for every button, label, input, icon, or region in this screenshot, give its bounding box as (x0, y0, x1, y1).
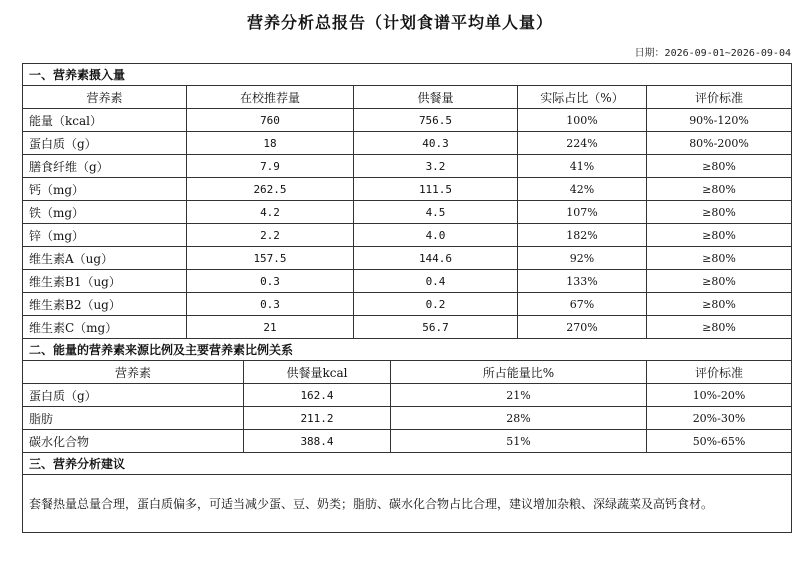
table-cell: 42% (518, 178, 647, 201)
table-cell: 760 (187, 109, 354, 132)
nutrient-name: 钙（mg） (23, 178, 187, 201)
table-cell: ≥80% (647, 155, 792, 178)
section-2-header: 供餐量kcal (244, 361, 391, 384)
section-1-row (23, 224, 792, 247)
table-cell: 0.3 (187, 270, 354, 293)
table-cell: 182% (518, 224, 647, 247)
section-1-row (23, 155, 792, 178)
table-cell: 21% (391, 384, 647, 407)
table-cell: 4.0 (354, 224, 518, 247)
nutrient-name: 维生素C（mg） (23, 316, 187, 339)
section-1-row (23, 293, 792, 316)
table-cell: 100% (518, 109, 647, 132)
section-1-title: 一、营养素摄入量 (23, 64, 792, 86)
table-cell: 270% (518, 316, 647, 339)
section-2-row (23, 407, 792, 430)
table-cell: ≥80% (647, 201, 792, 224)
table-cell: 0.3 (187, 293, 354, 316)
nutrient-name: 锌（mg） (23, 224, 187, 247)
nutrient-name: 膳食纤维（g） (23, 155, 187, 178)
section-3-title-row (23, 453, 792, 475)
table-cell: 0.2 (354, 293, 518, 316)
table-cell: 756.5 (354, 109, 518, 132)
table-cell: 67% (518, 293, 647, 316)
section-1-header-row (23, 86, 792, 109)
table-cell: 224% (518, 132, 647, 155)
section-2-header: 营养素 (23, 361, 244, 384)
table-cell: 28% (391, 407, 647, 430)
table-cell: 144.6 (354, 247, 518, 270)
section-1-header: 实际占比（%） (518, 86, 647, 109)
section-2-row (23, 384, 792, 407)
table-cell: 18 (187, 132, 354, 155)
table-cell: 56.7 (354, 316, 518, 339)
nutrient-name: 碳水化合物 (23, 430, 244, 453)
table-cell: 90%-120% (647, 109, 792, 132)
section-2-header: 评价标准 (647, 361, 792, 384)
section-1-row (23, 316, 792, 339)
table-cell: 162.4 (244, 384, 391, 407)
section-1-row (23, 270, 792, 293)
section-1-header: 营养素 (23, 86, 187, 109)
table-cell: 4.5 (354, 201, 518, 224)
table-cell: 0.4 (354, 270, 518, 293)
section-2-title-row (23, 339, 792, 361)
nutrient-name: 维生素B1（ug） (23, 270, 187, 293)
table-cell: ≥80% (647, 293, 792, 316)
table-cell: ≥80% (647, 270, 792, 293)
table-cell: 41% (518, 155, 647, 178)
section-1-header: 评价标准 (647, 86, 792, 109)
table-cell: 40.3 (354, 132, 518, 155)
table-cell: 50%-65% (647, 430, 792, 453)
table-cell: 3.2 (354, 155, 518, 178)
table-cell: 157.5 (187, 247, 354, 270)
nutrition-advice: 套餐热量总量合理，蛋白质偏多，可适当减少蛋、豆、奶类；脂肪、碳水化合物占比合理，建议增加杂粮、深绿蔬菜及高钙食材。 (23, 475, 792, 533)
table-cell: 92% (518, 247, 647, 270)
section-1-row (23, 132, 792, 155)
section-2-row (23, 430, 792, 453)
nutrient-name: 维生素B2（ug） (23, 293, 187, 316)
section-3-title: 三、营养分析建议 (23, 453, 792, 475)
nutrient-name: 能量（kcal） (23, 109, 187, 132)
nutrient-name: 蛋白质（g） (23, 132, 187, 155)
table-cell: ≥80% (647, 178, 792, 201)
table-cell: ≥80% (647, 316, 792, 339)
section-2-header-row (23, 361, 792, 384)
table-cell: 20%-30% (647, 407, 792, 430)
table-cell: 7.9 (187, 155, 354, 178)
table-cell: 107% (518, 201, 647, 224)
table-cell: 4.2 (187, 201, 354, 224)
nutrient-name: 维生素A（ug） (23, 247, 187, 270)
table-cell: 80%-200% (647, 132, 792, 155)
nutrient-name: 脂肪 (23, 407, 244, 430)
table-cell: 51% (391, 430, 647, 453)
section-1-row (23, 201, 792, 224)
section-3-advice-row (23, 475, 792, 533)
table-cell: 2.2 (187, 224, 354, 247)
report-title: 营养分析总报告（计划食谱平均单人量） (246, 13, 553, 32)
table-cell: 262.5 (187, 178, 354, 201)
section-2-header: 所占能量比% (391, 361, 647, 384)
section-1-header: 供餐量 (354, 86, 518, 109)
section-1-title-row (23, 64, 792, 86)
section-1-header: 在校推荐量 (187, 86, 354, 109)
table-cell: 211.2 (244, 407, 391, 430)
table-cell: 133% (518, 270, 647, 293)
section-1-row (23, 247, 792, 270)
table-cell: ≥80% (647, 247, 792, 270)
table-cell: 388.4 (244, 430, 391, 453)
table-cell: 21 (187, 316, 354, 339)
table-cell: 111.5 (354, 178, 518, 201)
section-1-row (23, 178, 792, 201)
table-cell: 10%-20% (647, 384, 792, 407)
nutrition-report-table (22, 63, 792, 533)
section-2-title: 二、能量的营养素来源比例及主要营养素比例关系 (23, 339, 792, 361)
section-1-row (23, 109, 792, 132)
nutrient-name: 铁（mg） (23, 201, 187, 224)
table-cell: ≥80% (647, 224, 792, 247)
nutrient-name: 蛋白质（g） (23, 384, 244, 407)
report-date: 日期：2026-09-01~2026-09-04 (634, 48, 791, 59)
